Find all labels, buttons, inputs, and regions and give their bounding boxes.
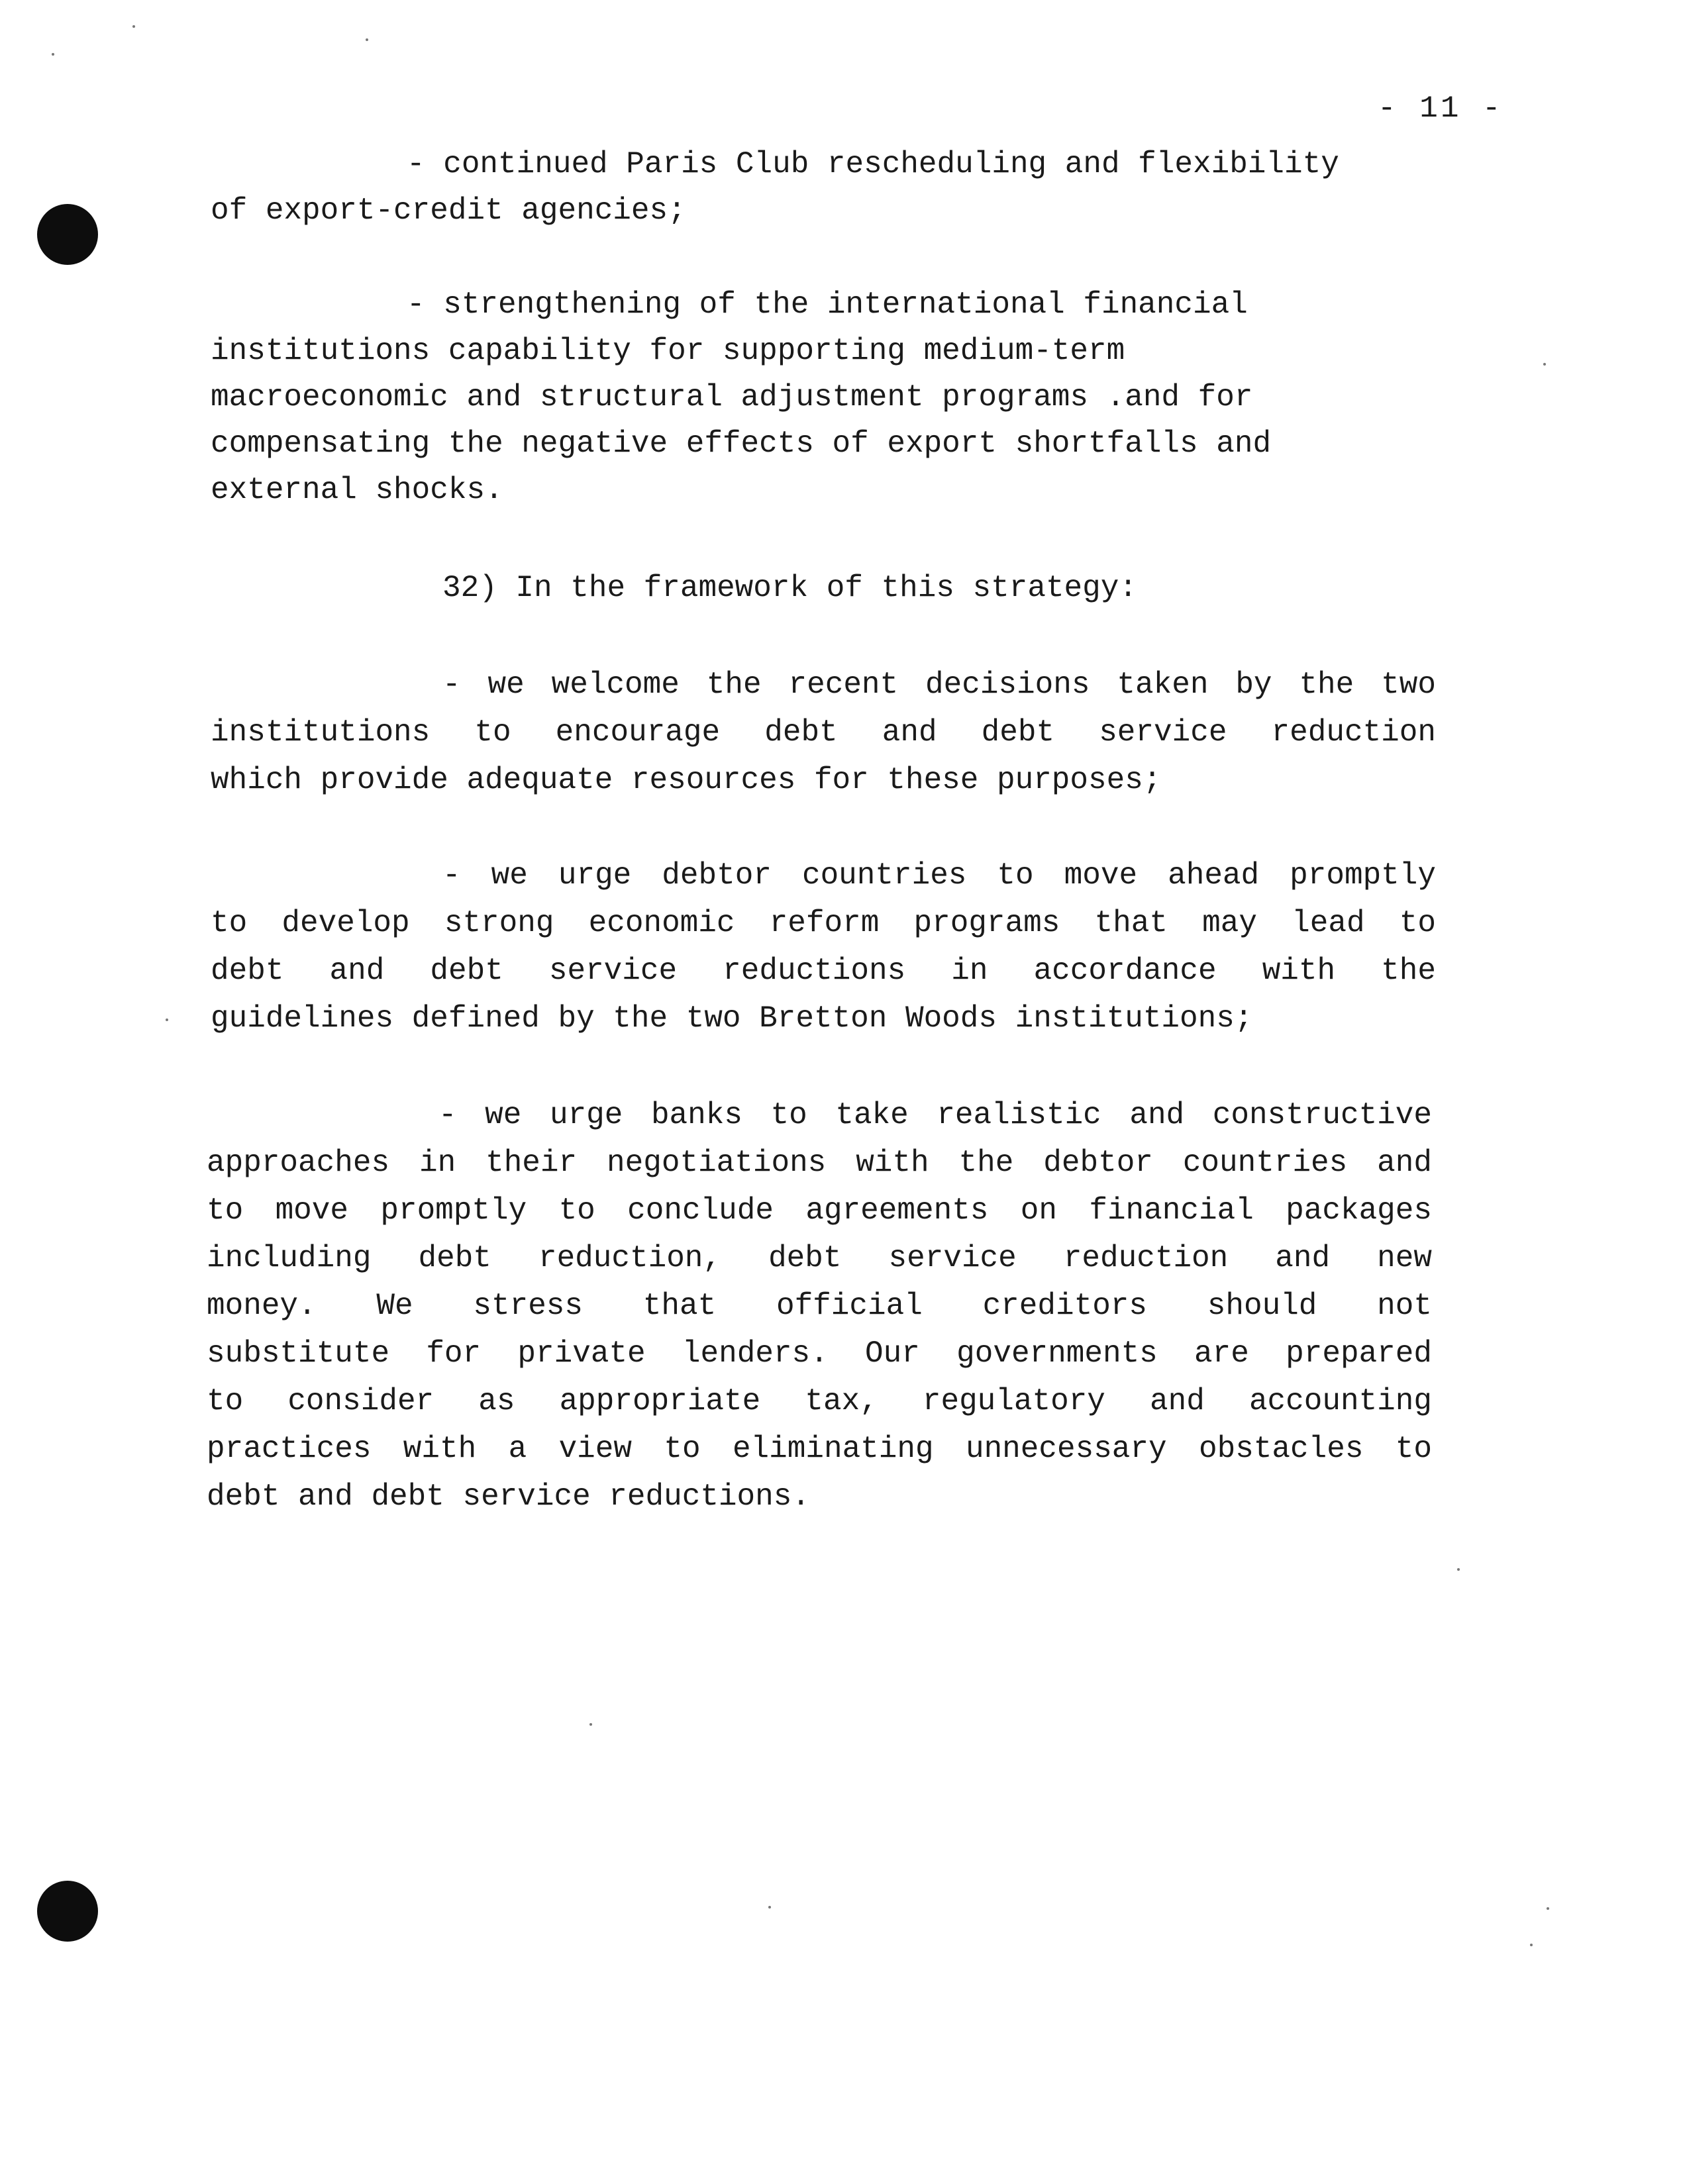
scan-speck [1530, 1944, 1533, 1946]
page-number: - 11 - [1378, 91, 1503, 126]
text-line-5: macroeconomic and structural adjustment programs .and for [211, 380, 1253, 415]
text-line-24: debt and debt service reductions. [207, 1479, 810, 1514]
text-line-15: guidelines defined by the two Bretton Woods institutions; [211, 1001, 1253, 1036]
text-line-19: including debt reduction, debt service reduction and new [207, 1241, 1432, 1275]
scan-speck [1547, 1907, 1549, 1910]
text-line-7: external shocks. [211, 473, 503, 507]
scan-speck [1457, 1568, 1460, 1571]
text-line-9: - we welcome the recent decisions taken by the two [442, 668, 1436, 702]
scan-speck [166, 1018, 168, 1021]
text-line-21: substitute for private lenders. Our governments are prepared [207, 1336, 1432, 1371]
text-line-20: money. We stress that official creditors should not [207, 1289, 1432, 1323]
text-line-23: practices with a view to eliminating unnecessary obstacles to [207, 1432, 1432, 1466]
text-line-4: institutions capability for supporting medium-term [211, 334, 1125, 368]
scan-speck [589, 1723, 592, 1726]
text-line-8: 32) In the framework of this strategy: [442, 571, 1137, 605]
text-line-6: compensating the negative effects of export shortfalls and [211, 426, 1272, 461]
scan-speck [52, 53, 54, 56]
punch-hole-bottom [37, 1881, 98, 1942]
text-line-16: - we urge banks to take realistic and constructive [438, 1098, 1432, 1132]
scan-speck [768, 1906, 771, 1909]
text-line-13: to develop strong economic reform programs that may lead to [211, 906, 1436, 940]
text-line-10: institutions to encourage debt and debt service reduction [211, 715, 1436, 750]
punch-hole-top [37, 204, 98, 265]
text-line-11: which provide adequate resources for these purposes; [211, 763, 1162, 797]
text-line-12: - we urge debtor countries to move ahead promptly [442, 858, 1436, 893]
text-line-2: of export-credit agencies; [211, 193, 686, 228]
text-line-1: - continued Paris Club rescheduling and flexibility [407, 147, 1339, 181]
text-line-22: to consider as appropriate tax, regulatory and accounting [207, 1384, 1432, 1418]
scan-speck [132, 25, 135, 28]
scan-speck [366, 38, 368, 41]
text-line-3: - strengthening of the international financial [407, 287, 1248, 322]
scan-speck [1543, 363, 1546, 366]
text-line-14: debt and debt service reductions in accordance with the [211, 954, 1436, 988]
text-line-17: approaches in their negotiations with the debtor countries and [207, 1146, 1432, 1180]
text-line-18: to move promptly to conclude agreements on financial packages [207, 1193, 1432, 1228]
